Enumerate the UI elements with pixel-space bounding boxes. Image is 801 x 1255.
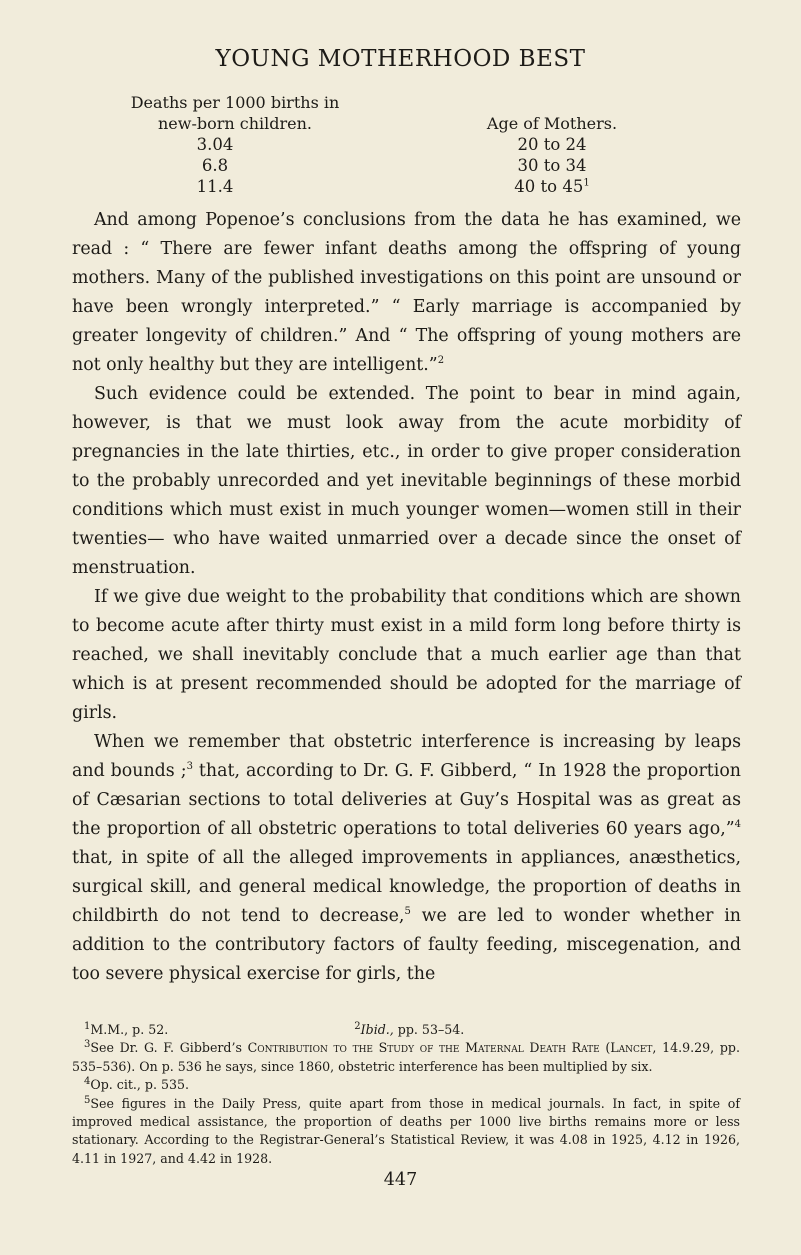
death-rate: 11.4 bbox=[196, 177, 234, 196]
footnote-3-title: Contribution to the Study of the Maternal Death Rate (Lancet, bbox=[247, 1040, 657, 1056]
table-row bbox=[70, 134, 738, 155]
paragraph-2: Such evidence could be extended. The point to bear in mind again, however, is that we must look away from the acute morbidity of pregnancies in the late thirties, etc., in order to give proper consideration to the probably unrecorded and yet inevitable beginnings of these morbid conditions which must exist in much younger women—women still in their twenties— who have waited unmarried over a decade since the onset of menstruation. bbox=[72, 384, 741, 578]
footnote-ref-3: 3 bbox=[186, 761, 193, 773]
footnote-3-text-b: 14.9.29, pp. 535–536). On p. 536 he says, since 1860, obstetric interference has been multiplied by six. bbox=[72, 1040, 740, 1074]
mother-age: 30 to 34 bbox=[517, 156, 587, 175]
footnote-5-text: See figures in the Daily Press, quite apart from those in medical journals. In fact, in spite of improved medical assistance, the proportion of deaths per 1000 live births remains more or less stationary. According to the Registrar-General’s Statistical Review, it was 4.08 in 1925, 4.12 in 1926, 4.11 in 1927, and 4.42 in 1928. bbox=[72, 1095, 740, 1166]
footnote-ref-1: 1 bbox=[583, 177, 590, 189]
footnote-3 bbox=[72, 1039, 740, 1076]
mother-age bbox=[452, 176, 652, 197]
table-rows bbox=[70, 134, 738, 197]
footnote-3-text-a: See Dr. G. F. Gibberd’s bbox=[90, 1040, 248, 1056]
mother-age: 20 to 24 bbox=[517, 135, 587, 154]
table-header-deaths-line1: Deaths per 1000 births in bbox=[130, 93, 340, 112]
footnote-1-text: M.M., p. 52. bbox=[90, 1022, 169, 1037]
paragraph-4 bbox=[72, 728, 741, 989]
footnote-2-ibid: Ibid., bbox=[360, 1022, 394, 1037]
footnote-ref-5: 5 bbox=[404, 906, 411, 918]
table-row bbox=[70, 155, 738, 176]
table-header-deaths-line2: new-born children. bbox=[157, 114, 313, 133]
footnote-ref-4: 4 bbox=[734, 819, 741, 831]
footnote-mark-2: 2 bbox=[354, 1020, 361, 1032]
table-header-deaths bbox=[120, 92, 350, 134]
death-rate: 6.8 bbox=[201, 156, 229, 175]
paragraph-4-text-a: When we remember that obstetric interference is increasing by leaps and bounds ; bbox=[72, 732, 741, 781]
paragraph-1 bbox=[72, 206, 741, 380]
footnote-mark-4: 4 bbox=[84, 1076, 91, 1088]
paragraph-4-text-b: that, according to Dr. G. F. Gibberd, “ In 1928 the proportion of Cæsarian sections to total deliveries at Guy’s Hospital was as great as the proportion of all obstetric operations to total deliveries 60 years ago,” bbox=[72, 761, 741, 839]
footnote-mark-5: 5 bbox=[84, 1094, 91, 1106]
footnote-ref-2: 2 bbox=[437, 355, 445, 367]
footnote-4-text: Op. cit., p. 535. bbox=[90, 1077, 190, 1093]
footnote-5 bbox=[72, 1095, 740, 1169]
table-header-age: Age of Mothers. bbox=[486, 114, 618, 133]
footnote-mark-3: 3 bbox=[84, 1039, 91, 1051]
body-text bbox=[72, 206, 741, 989]
mother-age-value: 40 to 45 bbox=[514, 177, 584, 196]
footnote-4 bbox=[72, 1076, 740, 1094]
footnote-2-text: pp. 53–54. bbox=[393, 1022, 465, 1037]
death-rate: 3.04 bbox=[196, 135, 234, 154]
paragraph-4-text-c: that, in spite of all the alleged improvements in appliances, anæsthetics, surgical skill, and general medical knowledge, the proportion of deaths in childbirth do not tend to decrease, bbox=[72, 848, 741, 926]
footnote-mark-1: 1 bbox=[84, 1020, 91, 1032]
paragraph-4-text-d: we are led to wonder whether in addition to the contributory factors of faulty feeding, miscegenation, and too severe physical exercise for girls, the bbox=[72, 906, 741, 984]
footnotes bbox=[72, 1021, 740, 1168]
running-head: YOUNG MOTHERHOOD BEST bbox=[215, 46, 586, 72]
paragraph-1-text: And among Popenoe’s conclusions from the data he has examined, we read : “ There are fewer infant deaths among the offspring of young mothers. Many of the published investigations on this point are unsound or have been wrongly interpreted.” “ Early marriage is accompanied by greater longevity of children.” And “ The offspring of young mothers are not only healthy but they are intelligent.” bbox=[72, 210, 741, 375]
paragraph-3: If we give due weight to the probability that conditions which are shown to become acute after thirty must exist in a mild form long before thirty is reached, we shall inevitably conclude that a much earlier age than that which is at present recommended should be adopted for the marriage of girls. bbox=[72, 587, 741, 723]
page-number: 447 bbox=[383, 1170, 418, 1190]
footnote-1-and-2 bbox=[72, 1021, 740, 1039]
table-row bbox=[70, 176, 738, 197]
